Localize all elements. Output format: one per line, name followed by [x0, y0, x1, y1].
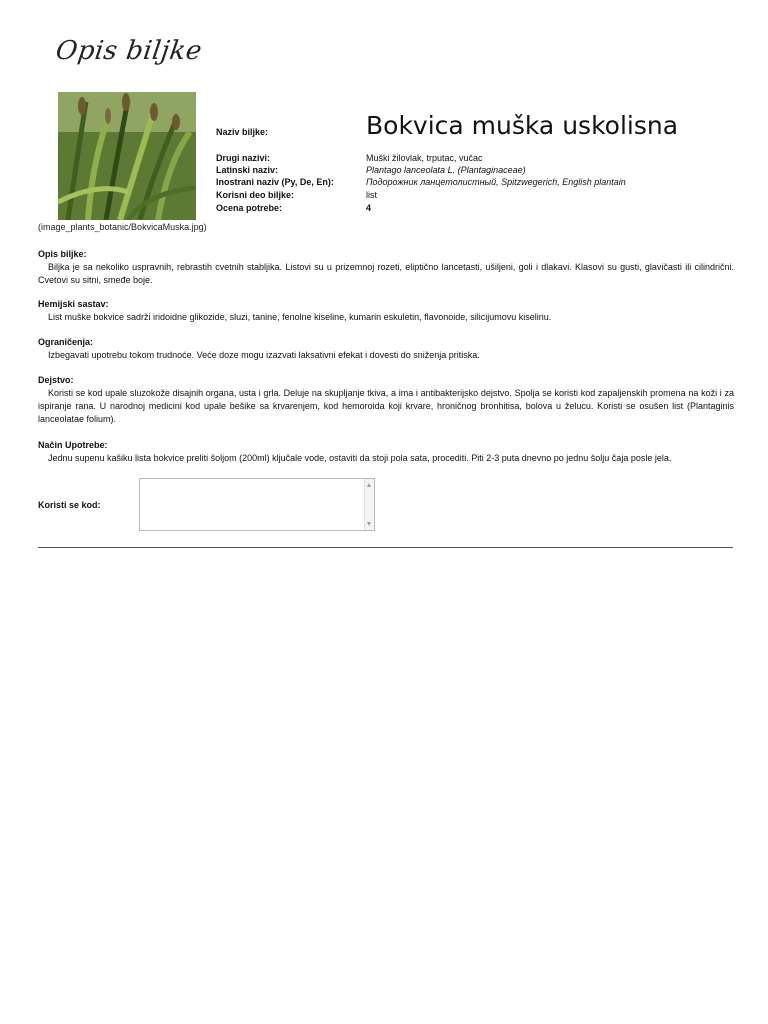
- uses-textarea-value: [140, 479, 374, 485]
- limits-heading: Ograničenja:: [38, 337, 94, 347]
- logo: Opis biljke: [53, 36, 204, 66]
- divider: [38, 547, 733, 548]
- effect-heading: Dejstvo:: [38, 375, 74, 385]
- uses-label: Koristi se kod:: [38, 500, 101, 510]
- uses-scrollbar[interactable]: [364, 479, 374, 530]
- description-section: [38, 248, 734, 287]
- foreign-value: Подорожник ланцетолистный, Spitzwegerich, English plantain: [366, 177, 626, 187]
- usage-section: [38, 439, 734, 465]
- foreign-label: Inostrani naziv (Py, De, En):: [216, 177, 334, 187]
- limits-section: [38, 336, 734, 362]
- effect-section: [38, 374, 734, 426]
- effect-text: Koristi se kod upale sluzokože disajnih organa, usta i grla. Deluje na skupljanje tkiva, a ima i antibakterijsko dejstvo. Spolja se koristi kod zapaljenskih promena na koži i za ispiranje rana. U narodnoj medicini kod upale bešike sa krvarenjem, kod hemoroida koji krvare, hroničnog bronhitisa, bolova u želucu. Koristi se osušen list (Plantaginis lanceolatae folium).: [38, 388, 734, 424]
- limits-text: Izbegavati upotrebu tokom trudnoće. Veće doze mogu izazvati laksativni efekat i dovesti do sniženja pritiska.: [48, 350, 480, 360]
- plant-photo: [58, 92, 196, 220]
- image-caption: (image_plants_botanic/BokvicaMuska.jpg): [38, 222, 207, 232]
- plant-name: Bokvica muška uskolisna: [366, 111, 679, 140]
- latin-value: Plantago lanceolata L. (Plantaginaceae): [366, 165, 526, 175]
- chemistry-section: [38, 298, 734, 324]
- chemistry-heading: Hemijski sastav:: [38, 299, 109, 309]
- name-label: Naziv biljke:: [216, 127, 269, 137]
- description-heading: Opis biljke:: [38, 249, 87, 259]
- other-names-label: Drugi nazivi:: [216, 153, 271, 163]
- scroll-up-icon[interactable]: [367, 483, 371, 487]
- scroll-down-icon[interactable]: [367, 522, 371, 526]
- rating-value: 4: [366, 203, 372, 213]
- usage-text: Jednu supenu kašiku lista bokvice preliti šoljom (200ml) ključale vode, ostaviti da stoji pola sata, procediti. Piti 2-3 puta dnevno po jednu šolju čaja posle jela.: [48, 453, 672, 463]
- part-value: list: [366, 190, 377, 200]
- usage-heading: Način Upotrebe:: [38, 440, 108, 450]
- uses-textarea[interactable]: [139, 478, 375, 531]
- part-label: Korisni deo biljke:: [216, 190, 295, 200]
- rating-label: Ocena potrebe:: [216, 203, 283, 213]
- other-names-value: Muški žilovlak, trputac, vučac: [366, 153, 483, 163]
- description-text: Biljka je sa nekoliko uspravnih, rebrastih cvetnih stabljika. Listovi su u prizemnoj rozeti, eliptično lancetasti, ušiljeni, goli i dlakavi. Klasovi su gusti, glavičasti ili cilindrični. Cvetovi su sitni, smeđe boje.: [38, 262, 734, 285]
- plant-illustration: [58, 92, 196, 220]
- chemistry-text: List muške bokvice sadrži iridoidne glikozide, sluzi, tanine, fenolne kiseline, kumarin eskuletin, flavonoide, silicijumovu kiselinu.: [48, 312, 552, 322]
- latin-label: Latinski naziv:: [216, 165, 279, 175]
